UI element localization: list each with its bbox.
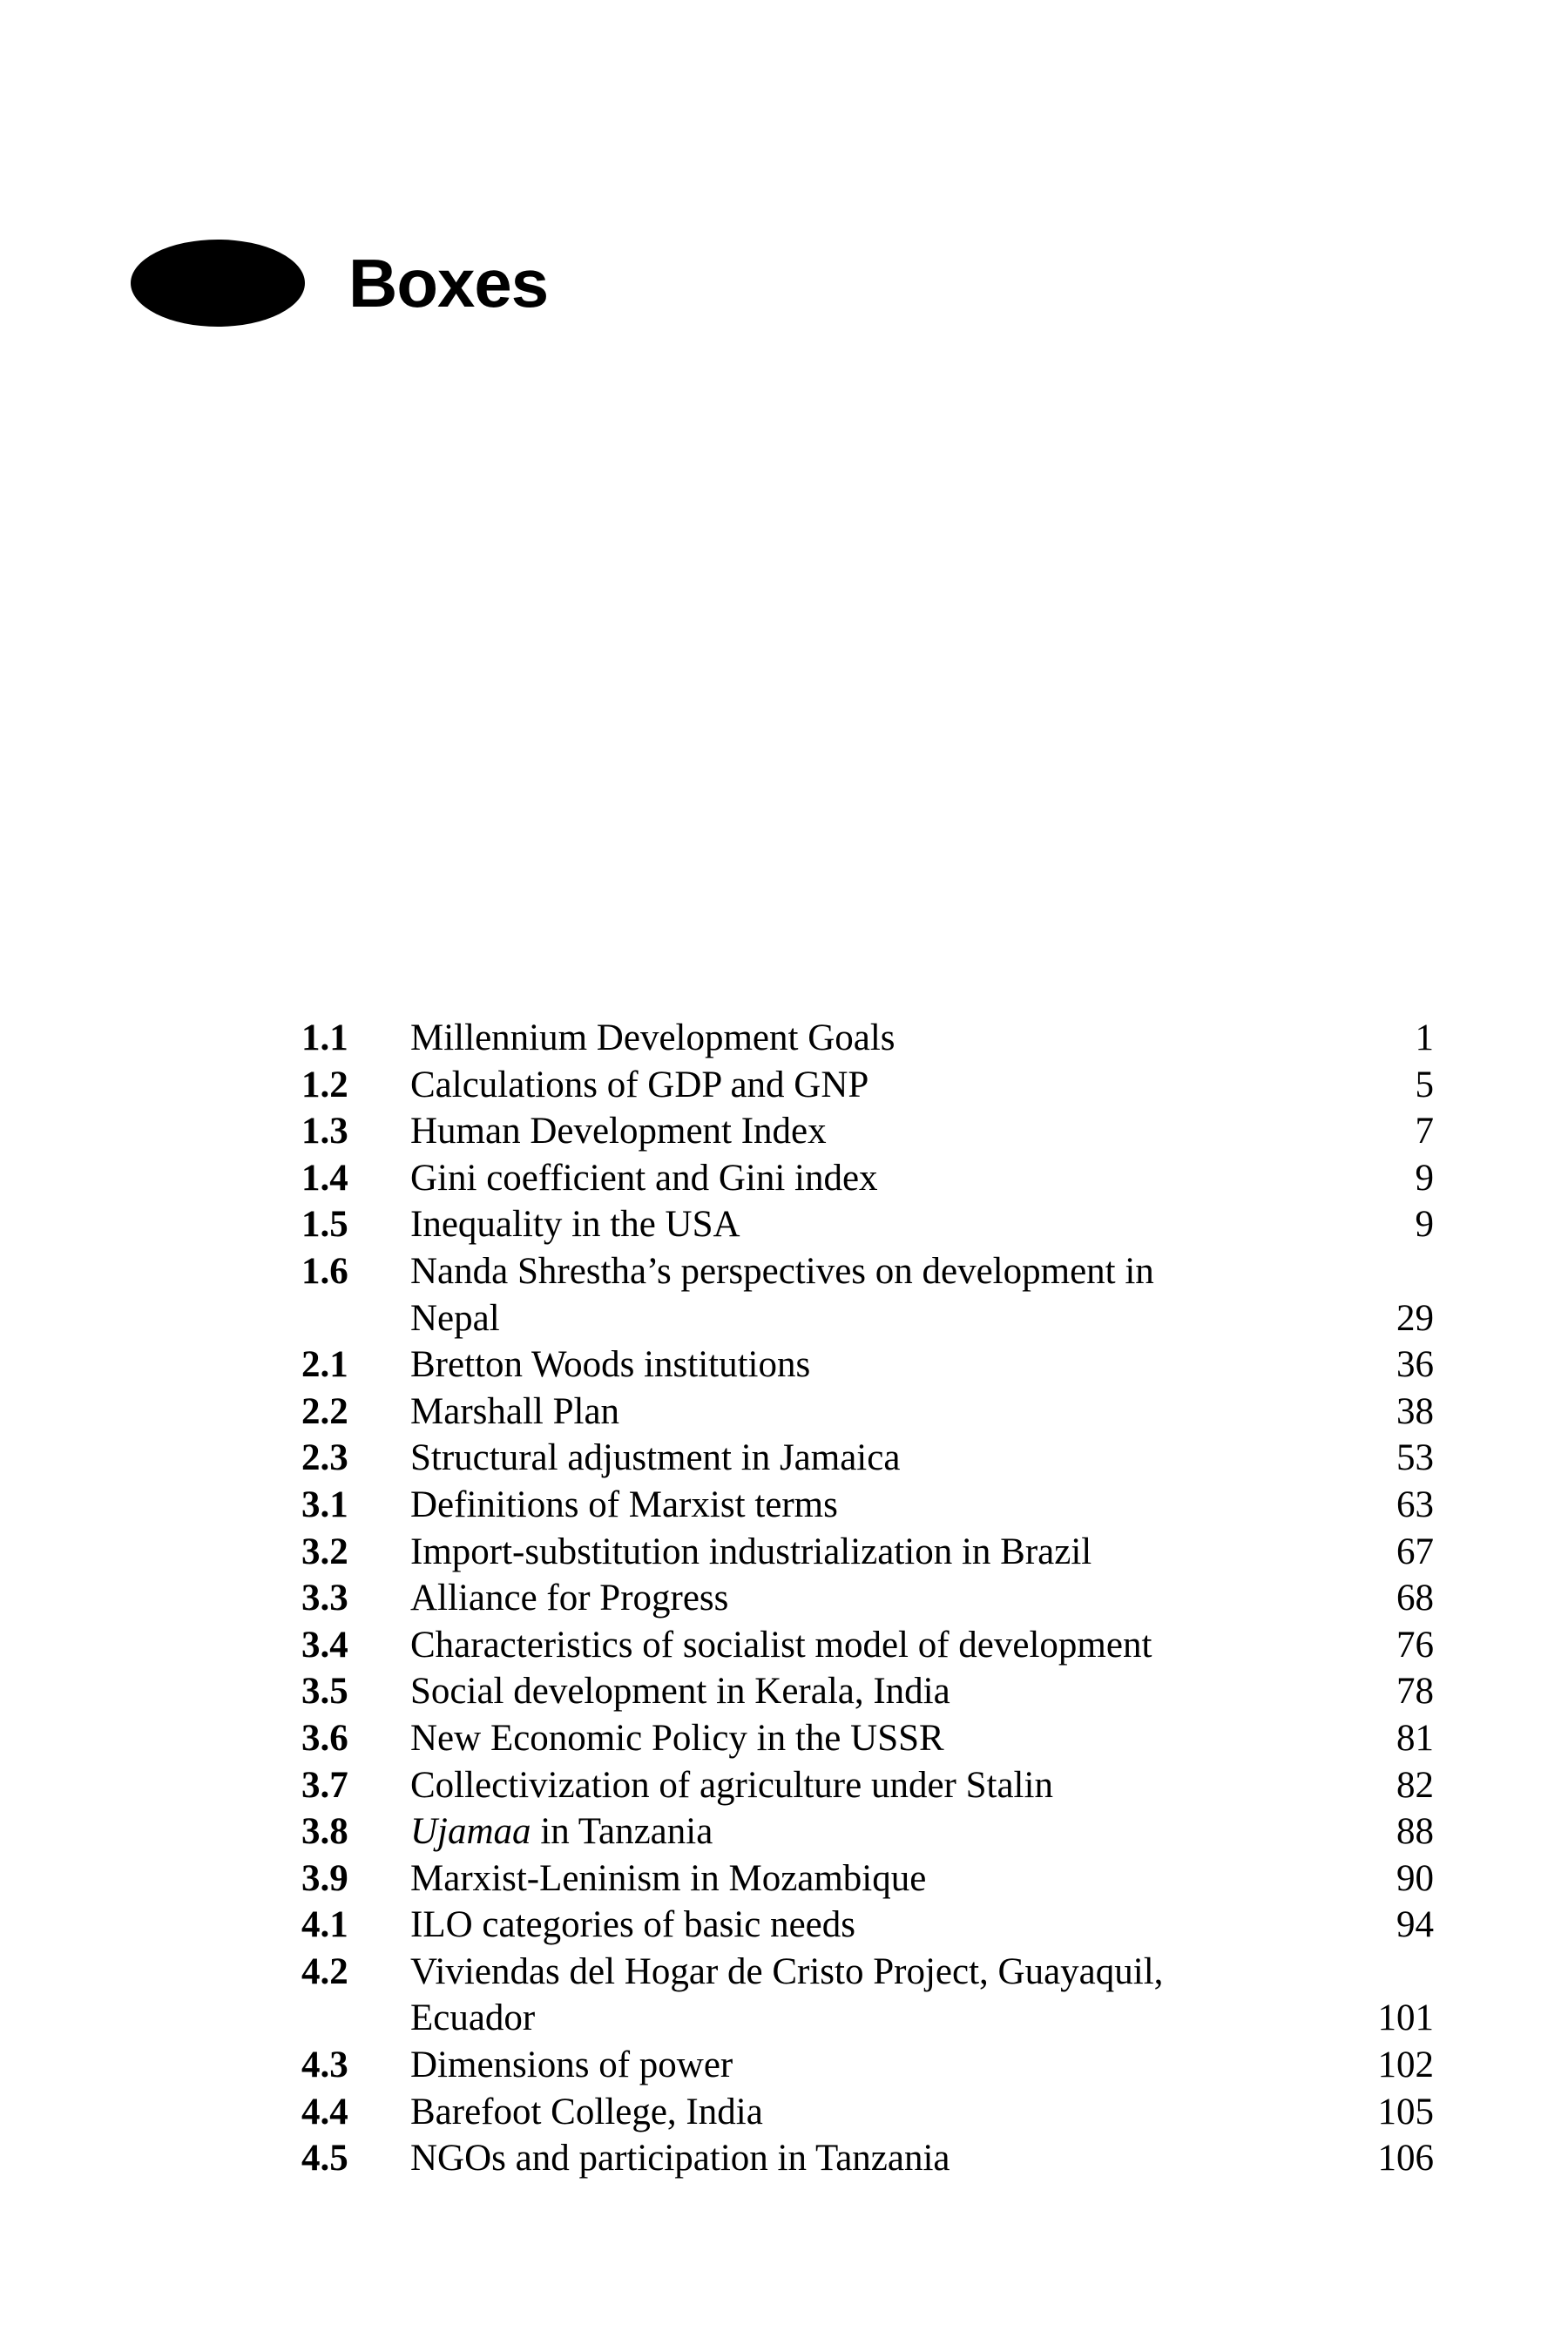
page-number: 5	[1415, 1064, 1434, 1105]
box-title-line-2: Nepal	[410, 1297, 500, 1339]
box-number: 3.9	[301, 1857, 348, 1899]
page-number: 38	[1396, 1390, 1434, 1432]
page-number: 90	[1396, 1857, 1434, 1899]
page-number: 101	[1377, 1997, 1434, 2039]
page-number: 81	[1396, 1717, 1434, 1759]
box-title	[410, 1949, 1355, 2042]
box-title: Millennium Development Goals	[410, 1017, 896, 1058]
list-item[interactable]	[301, 2135, 1434, 2182]
page-number: 9	[1415, 1157, 1434, 1199]
list-item[interactable]	[301, 1715, 1434, 1762]
list-item[interactable]	[301, 1015, 1434, 1062]
list-item[interactable]	[301, 1342, 1434, 1389]
page-number: 36	[1396, 1344, 1434, 1386]
oval-bullet-icon	[131, 240, 305, 327]
page-number: 105	[1377, 2091, 1434, 2132]
page-number: 67	[1396, 1531, 1434, 1572]
list-item[interactable]	[301, 1062, 1434, 1109]
box-number: 1.6	[301, 1250, 348, 1292]
box-title	[410, 1248, 1355, 1342]
box-number: 2.3	[301, 1437, 348, 1479]
page-number: 29	[1396, 1297, 1434, 1339]
page-number: 94	[1396, 1904, 1434, 1946]
box-title: Definitions of Marxist terms	[410, 1484, 838, 1525]
box-title: Bretton Woods institutions	[410, 1344, 811, 1386]
box-number: 4.2	[301, 1950, 348, 1992]
page-number: 68	[1396, 1578, 1434, 1619]
list-item[interactable]	[301, 1949, 1434, 2042]
box-title: Collectivization of agriculture under Stalin	[410, 1764, 1053, 1806]
page-number: 106	[1377, 2138, 1434, 2180]
page-number: 63	[1396, 1484, 1434, 1525]
list-item[interactable]	[301, 1529, 1434, 1576]
page-header	[131, 235, 548, 331]
box-title: Marshall Plan	[410, 1390, 620, 1432]
box-title: Alliance for Progress	[410, 1578, 729, 1619]
page-number: 9	[1415, 1204, 1434, 1246]
list-item[interactable]	[301, 1902, 1434, 1949]
list-item[interactable]	[301, 1201, 1434, 1248]
box-title-italic: Ujamaa	[410, 1811, 531, 1853]
page-number: 78	[1396, 1671, 1434, 1713]
list-item[interactable]	[301, 1575, 1434, 1622]
box-title: Structural adjustment in Jamaica	[410, 1437, 901, 1479]
page-number: 7	[1415, 1111, 1434, 1152]
box-number: 1.2	[301, 1064, 348, 1105]
list-item[interactable]	[301, 1155, 1434, 1202]
page-title: Boxes	[348, 245, 549, 321]
box-title: NGOs and participation in Tanzania	[410, 2138, 950, 2180]
boxes-list	[301, 1015, 1434, 2182]
box-number: 3.1	[301, 1484, 348, 1525]
box-number: 4.3	[301, 2044, 348, 2086]
list-item[interactable]	[301, 1482, 1434, 1529]
list-item[interactable]	[301, 1389, 1434, 1436]
box-number: 4.4	[301, 2091, 348, 2132]
list-item[interactable]	[301, 1762, 1434, 1809]
box-title: Characteristics of socialist model of development	[410, 1624, 1152, 1666]
box-title: Gini coefficient and Gini index	[410, 1157, 878, 1199]
page-number: 1	[1415, 1017, 1434, 1058]
box-title: Barefoot College, India	[410, 2091, 763, 2132]
box-title-rest: in Tanzania	[531, 1811, 713, 1853]
list-item[interactable]	[301, 1622, 1434, 1669]
box-number: 3.5	[301, 1671, 348, 1713]
box-title	[410, 1808, 1355, 1855]
list-item[interactable]	[301, 1248, 1434, 1342]
list-item[interactable]	[301, 1435, 1434, 1482]
page-number: 82	[1396, 1764, 1434, 1806]
list-item[interactable]	[301, 2042, 1434, 2089]
box-number: 3.3	[301, 1578, 348, 1619]
box-title: Social development in Kerala, India	[410, 1671, 950, 1713]
box-title: New Economic Policy in the USSR	[410, 1717, 944, 1759]
list-item[interactable]	[301, 1668, 1434, 1715]
box-title: Inequality in the USA	[410, 1204, 740, 1246]
box-number: 4.5	[301, 2138, 348, 2180]
box-number: 2.1	[301, 1344, 348, 1386]
box-number: 3.8	[301, 1811, 348, 1853]
list-item[interactable]	[301, 1808, 1434, 1855]
page-number: 53	[1396, 1437, 1434, 1479]
box-number: 3.6	[301, 1717, 348, 1759]
box-title-line-2: Ecuador	[410, 1997, 536, 2039]
box-title: Marxist-Leninism in Mozambique	[410, 1857, 927, 1899]
box-number: 3.2	[301, 1531, 348, 1572]
box-number: 1.1	[301, 1017, 348, 1058]
box-title: Calculations of GDP and GNP	[410, 1064, 869, 1105]
page-number: 102	[1377, 2044, 1434, 2086]
page-number: 76	[1396, 1624, 1434, 1666]
list-item[interactable]	[301, 2089, 1434, 2136]
box-title: Dimensions of power	[410, 2044, 733, 2086]
list-item[interactable]	[301, 1108, 1434, 1155]
box-number: 3.4	[301, 1624, 348, 1666]
box-title: Import-substitution industrialization in Brazil	[410, 1531, 1092, 1572]
list-item[interactable]	[301, 1855, 1434, 1903]
page-number: 88	[1396, 1811, 1434, 1853]
box-title-line-1: Nanda Shrestha’s perspectives on development in	[410, 1250, 1154, 1292]
box-number: 1.4	[301, 1157, 348, 1199]
box-number: 1.3	[301, 1111, 348, 1152]
box-number: 4.1	[301, 1904, 348, 1946]
box-title: ILO categories of basic needs	[410, 1904, 856, 1946]
box-number: 2.2	[301, 1390, 348, 1432]
box-title: Human Development Index	[410, 1111, 827, 1152]
box-number: 1.5	[301, 1204, 348, 1246]
box-number: 3.7	[301, 1764, 348, 1806]
box-title-line-1: Viviendas del Hogar de Cristo Project, Guayaquil,	[410, 1950, 1164, 1992]
